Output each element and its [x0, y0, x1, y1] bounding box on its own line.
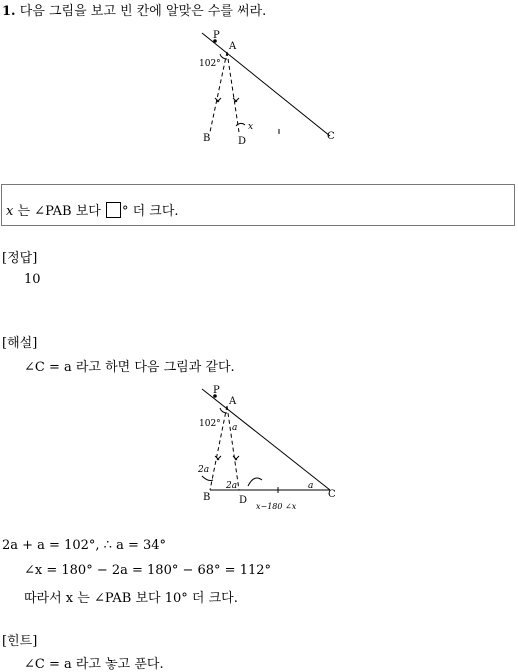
solution-eq-1: 2a + a = 102°, ∴ a = 34° [2, 538, 167, 553]
label-p: P [213, 30, 220, 41]
label-bottom: x−180 ∠x [256, 502, 297, 511]
line-pc [202, 33, 330, 136]
tick-ab-2 [215, 456, 221, 460]
arrow-2a-left [202, 476, 213, 481]
label-c-2: C [328, 489, 336, 500]
label-x: x [248, 122, 254, 132]
figure-2 [190, 384, 350, 516]
label-c: C [327, 131, 335, 142]
label-a: A [229, 41, 237, 52]
answer-header: [정답] [2, 251, 38, 266]
figure-1 [190, 28, 350, 150]
hint-line: ∠C = a 라고 놓고 푼다. [24, 657, 164, 672]
tick-ad-2 [233, 456, 239, 460]
statement-line [6, 200, 179, 219]
label-d: D [238, 136, 247, 147]
solution-eq-3: 따라서 x 는 ∠PAB 보다 10° 더 크다. [24, 591, 238, 606]
label-a-2: A [229, 396, 237, 407]
statement-box [1, 184, 515, 226]
tick-ab [215, 98, 221, 102]
statement-x: x [6, 204, 14, 219]
line-ad-2 [227, 406, 239, 490]
label-2a-base: 2a [226, 481, 238, 491]
answer-blank-box[interactable] [106, 202, 121, 218]
label-p-2: P [213, 385, 220, 396]
label-a-top: a [232, 423, 238, 433]
solution-line-1: ∠C = a 라고 하면 다음 그림과 같다. [24, 360, 235, 375]
statement-text-b: ° 더 크다. [121, 204, 179, 219]
solution-eq-2: ∠x = 180° − 2a = 180° − 68° = 112° [24, 563, 272, 578]
line-pc-2 [202, 389, 330, 490]
tick-ad [233, 98, 239, 102]
statement-text-a: 는 ∠PAB 보다 [17, 204, 101, 219]
answer-value: 10 [24, 272, 41, 287]
line-ad [227, 52, 239, 132]
arrow-2a-base [248, 478, 262, 486]
label-d-2: D [239, 495, 248, 506]
label-angle-102: 102° [199, 59, 221, 69]
label-angle-102-2: 102° [199, 419, 221, 429]
label-b: B [203, 133, 211, 144]
label-b-2: B [203, 492, 211, 503]
problem-line [2, 0, 266, 19]
problem-number: 1. [2, 4, 16, 19]
label-a-c: a [308, 481, 314, 491]
problem-instruction: 다음 그림을 보고 빈 칸에 알맞은 수를 써라. [19, 4, 267, 19]
hint-header: [힌트] [2, 634, 38, 649]
solution-header: [해설] [2, 336, 38, 351]
label-2a-left: 2a [198, 465, 210, 475]
